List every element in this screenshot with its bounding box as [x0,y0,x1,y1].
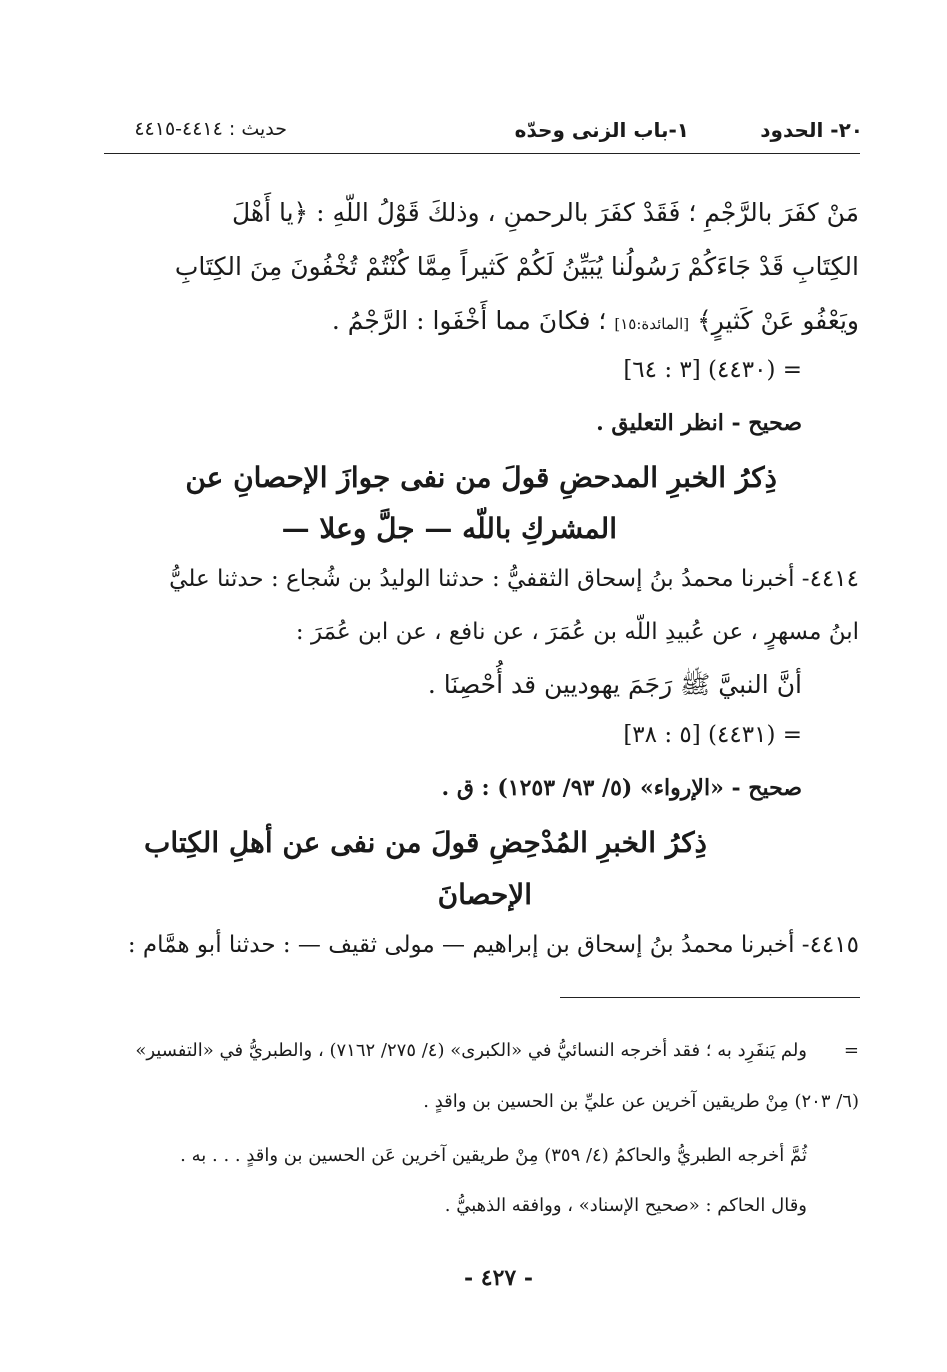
footnote-line-2: (٦/ ٢٠٣) مِنْ طريقين آخرين عن عليِّ بن الحسين بن واقدٍ . [423,1091,859,1112]
body-line-2: الكِتَابِ قَدْ جَاءَكُمْ رَسُولُنا يُبَيِّنُ لَكُمْ كَثيراً مِمَّا كُنْتُمْ تُخْفُونَ مِنَ الكِتَابِ [174,252,859,281]
header-section: ١-باب الزنى وحدّه [514,118,689,142]
chapter-heading-2-line-1: ذِكرُ الخبرِ المُدْحِضِ قولَ من نفى عن أهلِ الكِتاب [143,826,707,859]
quran-verse-end: ويَعْفُو عَنْ كَثيرٍ﴾ [697,306,859,335]
body-line-3-rest: ؛ فكانَ مما أَخْفَوا : الرَّجْمُ . [331,306,607,335]
header-hadith-range: حديث : ٤٤١٤-٤٤١٥ [134,118,287,140]
chapter-heading-1-line-1: ذِكرُ الخبرِ المدحضِ قولَ من نفى جوازَ الإحصانِ عن [185,461,777,494]
footnote-line-3: ثُمَّ أخرجه الطبريُّ والحاكمُ (٤/ ٣٥٩) مِنْ طريقين آخرين عَن الحسين بن واقدٍ . . . به . [180,1145,807,1166]
body-line-1: مَنْ كفَرَ بالرَّجْمِ ؛ فَقَدْ كفَرَ بالرحمنِ ، وذلكَ قَوْلُ اللّهِ : ﴿يا أَهْلَ [231,198,859,227]
takhrij-reference-1: = (٤٤٣٠) [٣ : ٦٤] [623,357,802,383]
takhrij-reference-2: = (٤٤٣١) [٥ : ٣٨] [623,722,802,748]
footnote-line-1: ولم يَنفَرِد به ؛ فقد أخرجه النسائيُّ في «الكبرى» (٤/ ٢٧٥/ ٧١٦٢) ، والطبريُّ في «التفسير» [135,1040,807,1061]
body-line-3 [332,306,859,335]
footnote-line-4: وقال الحاكم : «صحيح الإسناد» ، ووافقه الذهبيُّ . [444,1195,807,1216]
hadith-grade-1: صحيح - انظر التعليق . [596,410,802,436]
hadith-4414-isnad-line-1: ٤٤١٤- أخبرنا محمدُ بنُ إسحاق الثقفيُّ : حدثنا الوليدُ بن شُجاع : حدثنا عليُّ [169,566,859,592]
quran-reference: [المائدة:١٥] [614,315,690,333]
header-chapter: ٢٠- الحدود [760,118,863,142]
chapter-heading-2-line-2: الإحصانَ [437,878,532,911]
footnote-continuation-marker: = [843,1040,859,1061]
hadith-4414-isnad-line-2: ابنُ مسهرٍ ، عن عُبيدِ اللّه بن عُمَرَ ، عن نافع ، عن ابن عُمَرَ : [295,619,859,645]
page-number: - ٤٢٧ - [463,1265,533,1291]
footnote-separator [560,997,860,998]
header-rule [104,153,860,154]
hadith-4414-matn: أنَّ النبيَّ ﷺ رَجَمَ يهوديين قد أُحْصِنَا . [427,670,802,699]
chapter-heading-1-line-2: المشركِ باللّه — جلَّ وعلا — [281,512,617,545]
hadith-4415-isnad-line-1: ٤٤١٥- أخبرنا محمدُ بنُ إسحاق بن إبراهيم — مولى ثقيف — : حدثنا أبو همَّام : [127,932,859,958]
hadith-grade-2: صحيح - «الإرواء» (٥/ ٩٣/ ١٢٥٣) : ق . [441,775,802,801]
